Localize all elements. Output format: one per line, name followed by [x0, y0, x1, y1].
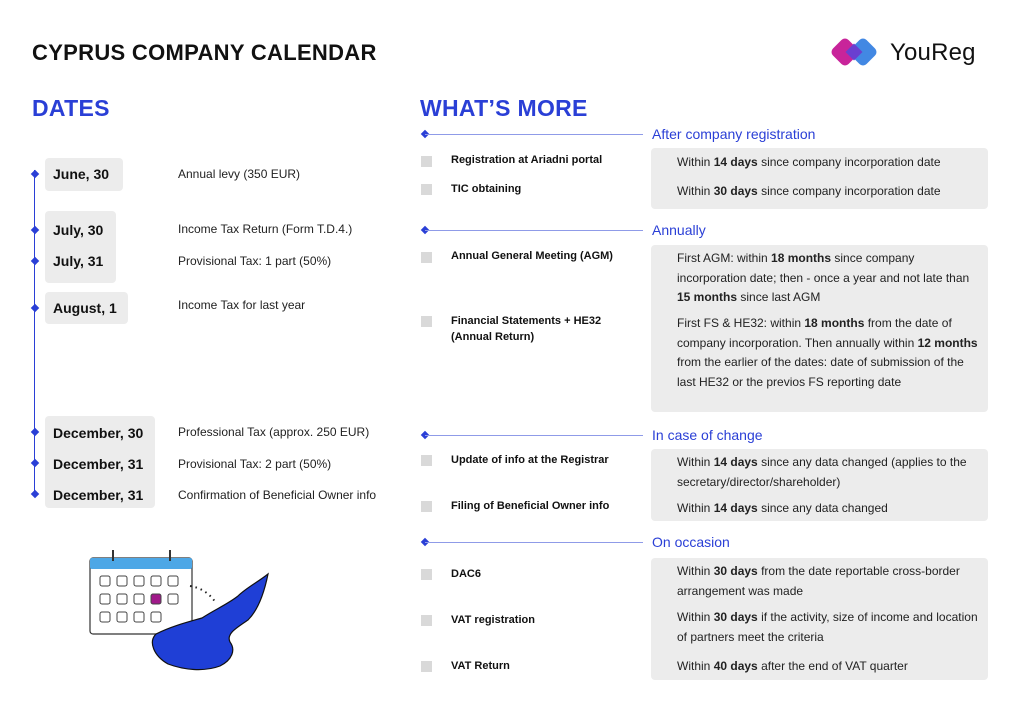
- timeline-dot: [31, 257, 39, 265]
- item-label: Update of info at the Registrar: [451, 454, 609, 466]
- timeline-dot: [31, 226, 39, 234]
- checkbox: [421, 455, 432, 466]
- item-label: Filing of Beneficial Owner info: [451, 500, 610, 512]
- date-label: August, 1: [53, 300, 117, 316]
- calendar-map-illustration: [86, 548, 276, 676]
- checkbox: [421, 661, 432, 672]
- date-text: Confirmation of Beneficial Owner info: [178, 488, 377, 502]
- info-text: First AGM: within 18 months since company incorporation date; then - once a year and not late than 15 months since last AGM: [677, 251, 970, 304]
- category-line: [425, 134, 643, 135]
- info-text: Within 40 days after the end of VAT quarter: [677, 659, 908, 673]
- info-highlight: 15 months: [677, 290, 738, 304]
- timeline-dot: [31, 428, 39, 436]
- checkbox: [421, 184, 432, 195]
- date-label: December, 31: [53, 456, 144, 472]
- info-highlight: 14 days: [713, 455, 758, 469]
- item-label: DAC6: [451, 568, 481, 580]
- info-highlight: 30 days: [713, 184, 758, 198]
- info-highlight: 14 days: [713, 501, 758, 515]
- item-label: TIC obtaining: [451, 183, 522, 195]
- item-label: Annual General Meeting (AGM): [451, 250, 613, 262]
- info-text: Within 30 days since company incorporation date: [677, 184, 941, 198]
- timeline-dot: [31, 459, 39, 467]
- info-highlight: 40 days: [713, 659, 758, 673]
- category-title: Annually: [652, 222, 706, 238]
- category-line: [425, 230, 643, 231]
- date-label: June, 30: [53, 166, 110, 182]
- item-label: VAT Return: [451, 660, 510, 672]
- whats-more-heading: WHAT’S MORE: [420, 95, 588, 121]
- info-highlight: 14 days: [713, 155, 758, 169]
- item-label: Financial Statements + HE32 (Annual Return): [451, 315, 602, 343]
- date-text: Provisional Tax: 1 part (50%): [178, 254, 332, 268]
- timeline-dot: [31, 170, 39, 178]
- date-text: Professional Tax (approx. 250 EUR): [178, 425, 370, 439]
- category-line: [425, 542, 643, 543]
- date-label: July, 31: [53, 253, 104, 269]
- timeline-dot: [31, 490, 39, 498]
- category-title: After company registration: [652, 126, 816, 142]
- date-text: Provisional Tax: 2 part (50%): [178, 457, 332, 471]
- logo: [830, 36, 976, 70]
- date-text: Annual levy (350 EUR): [178, 167, 301, 181]
- info-highlight: 18 months: [771, 251, 832, 265]
- checkbox: [421, 156, 432, 167]
- dates-heading: DATES: [32, 95, 110, 121]
- category-line: [425, 435, 643, 436]
- checkbox: [421, 501, 432, 512]
- checkbox: [421, 316, 432, 327]
- info-text: Within 14 days since any data changed (applies to the secretary/director/shareholder): [677, 455, 967, 489]
- info-text: Within 14 days since company incorporation date: [677, 155, 941, 169]
- info-text: Within 30 days if the activity, size of income and location of partners meet the criteria: [677, 610, 978, 644]
- info-text: First FS & HE32: within 18 months from the date of company incorporation. Then annually within 12 months from the earlier of the dates: date of submission of the last HE32 or the previos FS reporting date: [677, 316, 978, 389]
- date-text: Income Tax Return (Form T.D.4.): [178, 222, 353, 236]
- timeline-dot: [31, 304, 39, 312]
- info-highlight: 30 days: [713, 564, 758, 578]
- checkbox: [421, 252, 432, 263]
- logo-mark-icon: [830, 36, 880, 70]
- info-highlight: 12 months: [917, 335, 978, 350]
- date-label: December, 30: [53, 425, 144, 441]
- logo-text: YouReg: [890, 39, 976, 66]
- calendar-icon: [90, 550, 192, 634]
- date-label: December, 31: [53, 487, 144, 503]
- info-text: Within 14 days since any data changed: [677, 501, 888, 515]
- dates-timeline: [34, 170, 35, 496]
- date-label: July, 30: [53, 222, 104, 238]
- page-title: CYPRUS COMPANY CALENDAR: [32, 40, 377, 65]
- info-highlight: 18 months: [804, 316, 865, 330]
- date-text: Income Tax for last year: [178, 298, 306, 312]
- checkbox: [421, 615, 432, 626]
- item-label: VAT registration: [451, 614, 535, 626]
- checkbox: [421, 569, 432, 580]
- item-label: Registration at Ariadni portal: [451, 154, 603, 166]
- info-text: Within 30 days from the date reportable cross-border arrangement was made: [677, 564, 960, 598]
- category-title: In case of change: [652, 427, 763, 443]
- info-highlight: 30 days: [713, 610, 758, 624]
- category-title: On occasion: [652, 534, 730, 550]
